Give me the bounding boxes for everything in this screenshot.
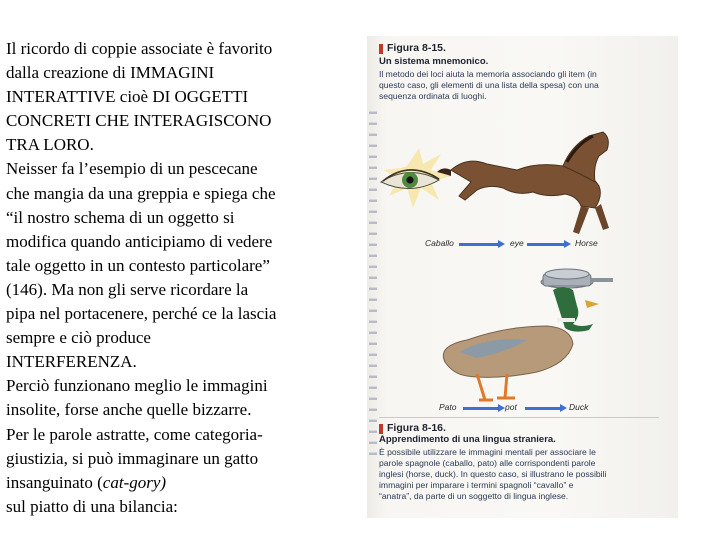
figure-16-marker <box>379 424 383 434</box>
figure-15-caption-line: questo caso, gli elementi di una lista della spesa) con una <box>379 80 599 90</box>
text-line: pipa nel portacenere, perché ce la lascia <box>6 304 277 324</box>
text-fragment: insanguinato ( <box>6 472 103 492</box>
figure-16-caption-line: “anatra”, da parte di un soggetto di lingua inglese. <box>379 491 569 501</box>
text-line: che mangia da una greppia e spiega che <box>6 183 276 203</box>
figure-15-word-1: Caballo <box>425 238 454 248</box>
text-line: Per le parole astratte, come categoria- <box>6 424 263 444</box>
figure-15-label: Figura 8-15. <box>387 42 446 54</box>
figure-16-caption-line: inglesi (horse, duck). In questo caso, si illustrano le possibili <box>379 469 607 479</box>
body-text <box>6 37 336 519</box>
arrow-icon <box>463 407 499 410</box>
text-line: TRA LORO. <box>6 135 94 155</box>
figure-15-word-3: Horse <box>575 238 598 248</box>
figure-15-word-2: eye <box>510 238 524 248</box>
figure-16-word-2: pot <box>505 402 517 412</box>
figure-16-label: Figura 8-16. <box>387 422 446 434</box>
text-line: modifica quando anticipiamo di vedere <box>6 231 273 251</box>
text-line: insolite, forse anche quelle bizzarre. <box>6 400 252 420</box>
text-line <box>6 471 336 495</box>
arrow-icon <box>525 407 561 410</box>
text-line: sempre e ciò produce <box>6 328 151 348</box>
italic-term: cat-gory) <box>102 472 167 492</box>
horse-icon <box>437 132 609 234</box>
text-line: Neisser fa l’esempio di un pescecane <box>6 159 258 179</box>
figure-16-caption-line: È possibile utilizzare le immagini mentali per associare le <box>379 447 596 457</box>
figure-15-marker <box>379 44 383 54</box>
text-line: (146). Ma non gli serve ricordare la <box>6 279 249 299</box>
figure-16-word-3: Duck <box>569 402 589 412</box>
divider <box>379 417 659 418</box>
arrow-icon <box>527 243 565 246</box>
text-line: dalla creazione di IMMAGINI <box>6 63 215 83</box>
text-line: sul piatto di una bilancia: <box>6 496 178 516</box>
figure-15-title: Un sistema mnemonico. <box>379 56 489 67</box>
text-line: INTERATTIVE cioè DI OGGETTI <box>6 87 249 107</box>
figure-16-caption-line: immagini per imparare i termini spagnoli “cavallo” e <box>379 480 574 490</box>
figure-15-caption-line: sequenza ordinata di luoghi. <box>379 91 487 101</box>
pot-duck-illustration <box>367 254 678 404</box>
figure-16-caption-line: parole spagnole (caballo, pato) alle corrispondenti parole <box>379 458 596 468</box>
text-line: INTERFERENZA. <box>6 352 137 372</box>
figure-16-title: Apprendimento di una lingua straniera. <box>379 434 556 445</box>
text-line: Il ricordo di coppie associate è favorito <box>6 39 273 58</box>
text-line: giustizia, si può immaginare un gatto <box>6 448 259 468</box>
eye-horse-illustration <box>367 126 678 256</box>
text-line: “il nostro schema di un oggetto si <box>6 207 235 227</box>
text-line: Perciò funzionano meglio le immagini <box>6 376 268 396</box>
duck-icon <box>443 287 599 400</box>
ghost-text-column: ▬ ▬ ▬ ▬ ▬ ▬ ▬ ▬ ▬ ▬ ▬ ▬ ▬ ▬ ▬ ▬ ▬ ▬ ▬ ▬ ▬ ▬ ▬ ▬ ▬ ▬ ▬ ▬ ▬ ▬ ▬ ▬ <box>369 107 377 457</box>
textbook-page-scan <box>367 36 678 518</box>
figure-16-word-1: Pato <box>439 402 457 412</box>
text-line: tale oggetto in un contesto particolare” <box>6 255 270 275</box>
figure-15-caption-line: Il metodo dei loci aiuta la memoria associando gli item (in <box>379 69 597 79</box>
text-line: CONCRETI CHE INTERAGISCONO <box>6 111 272 131</box>
pot-icon <box>541 269 613 288</box>
arrow-icon <box>459 243 499 246</box>
